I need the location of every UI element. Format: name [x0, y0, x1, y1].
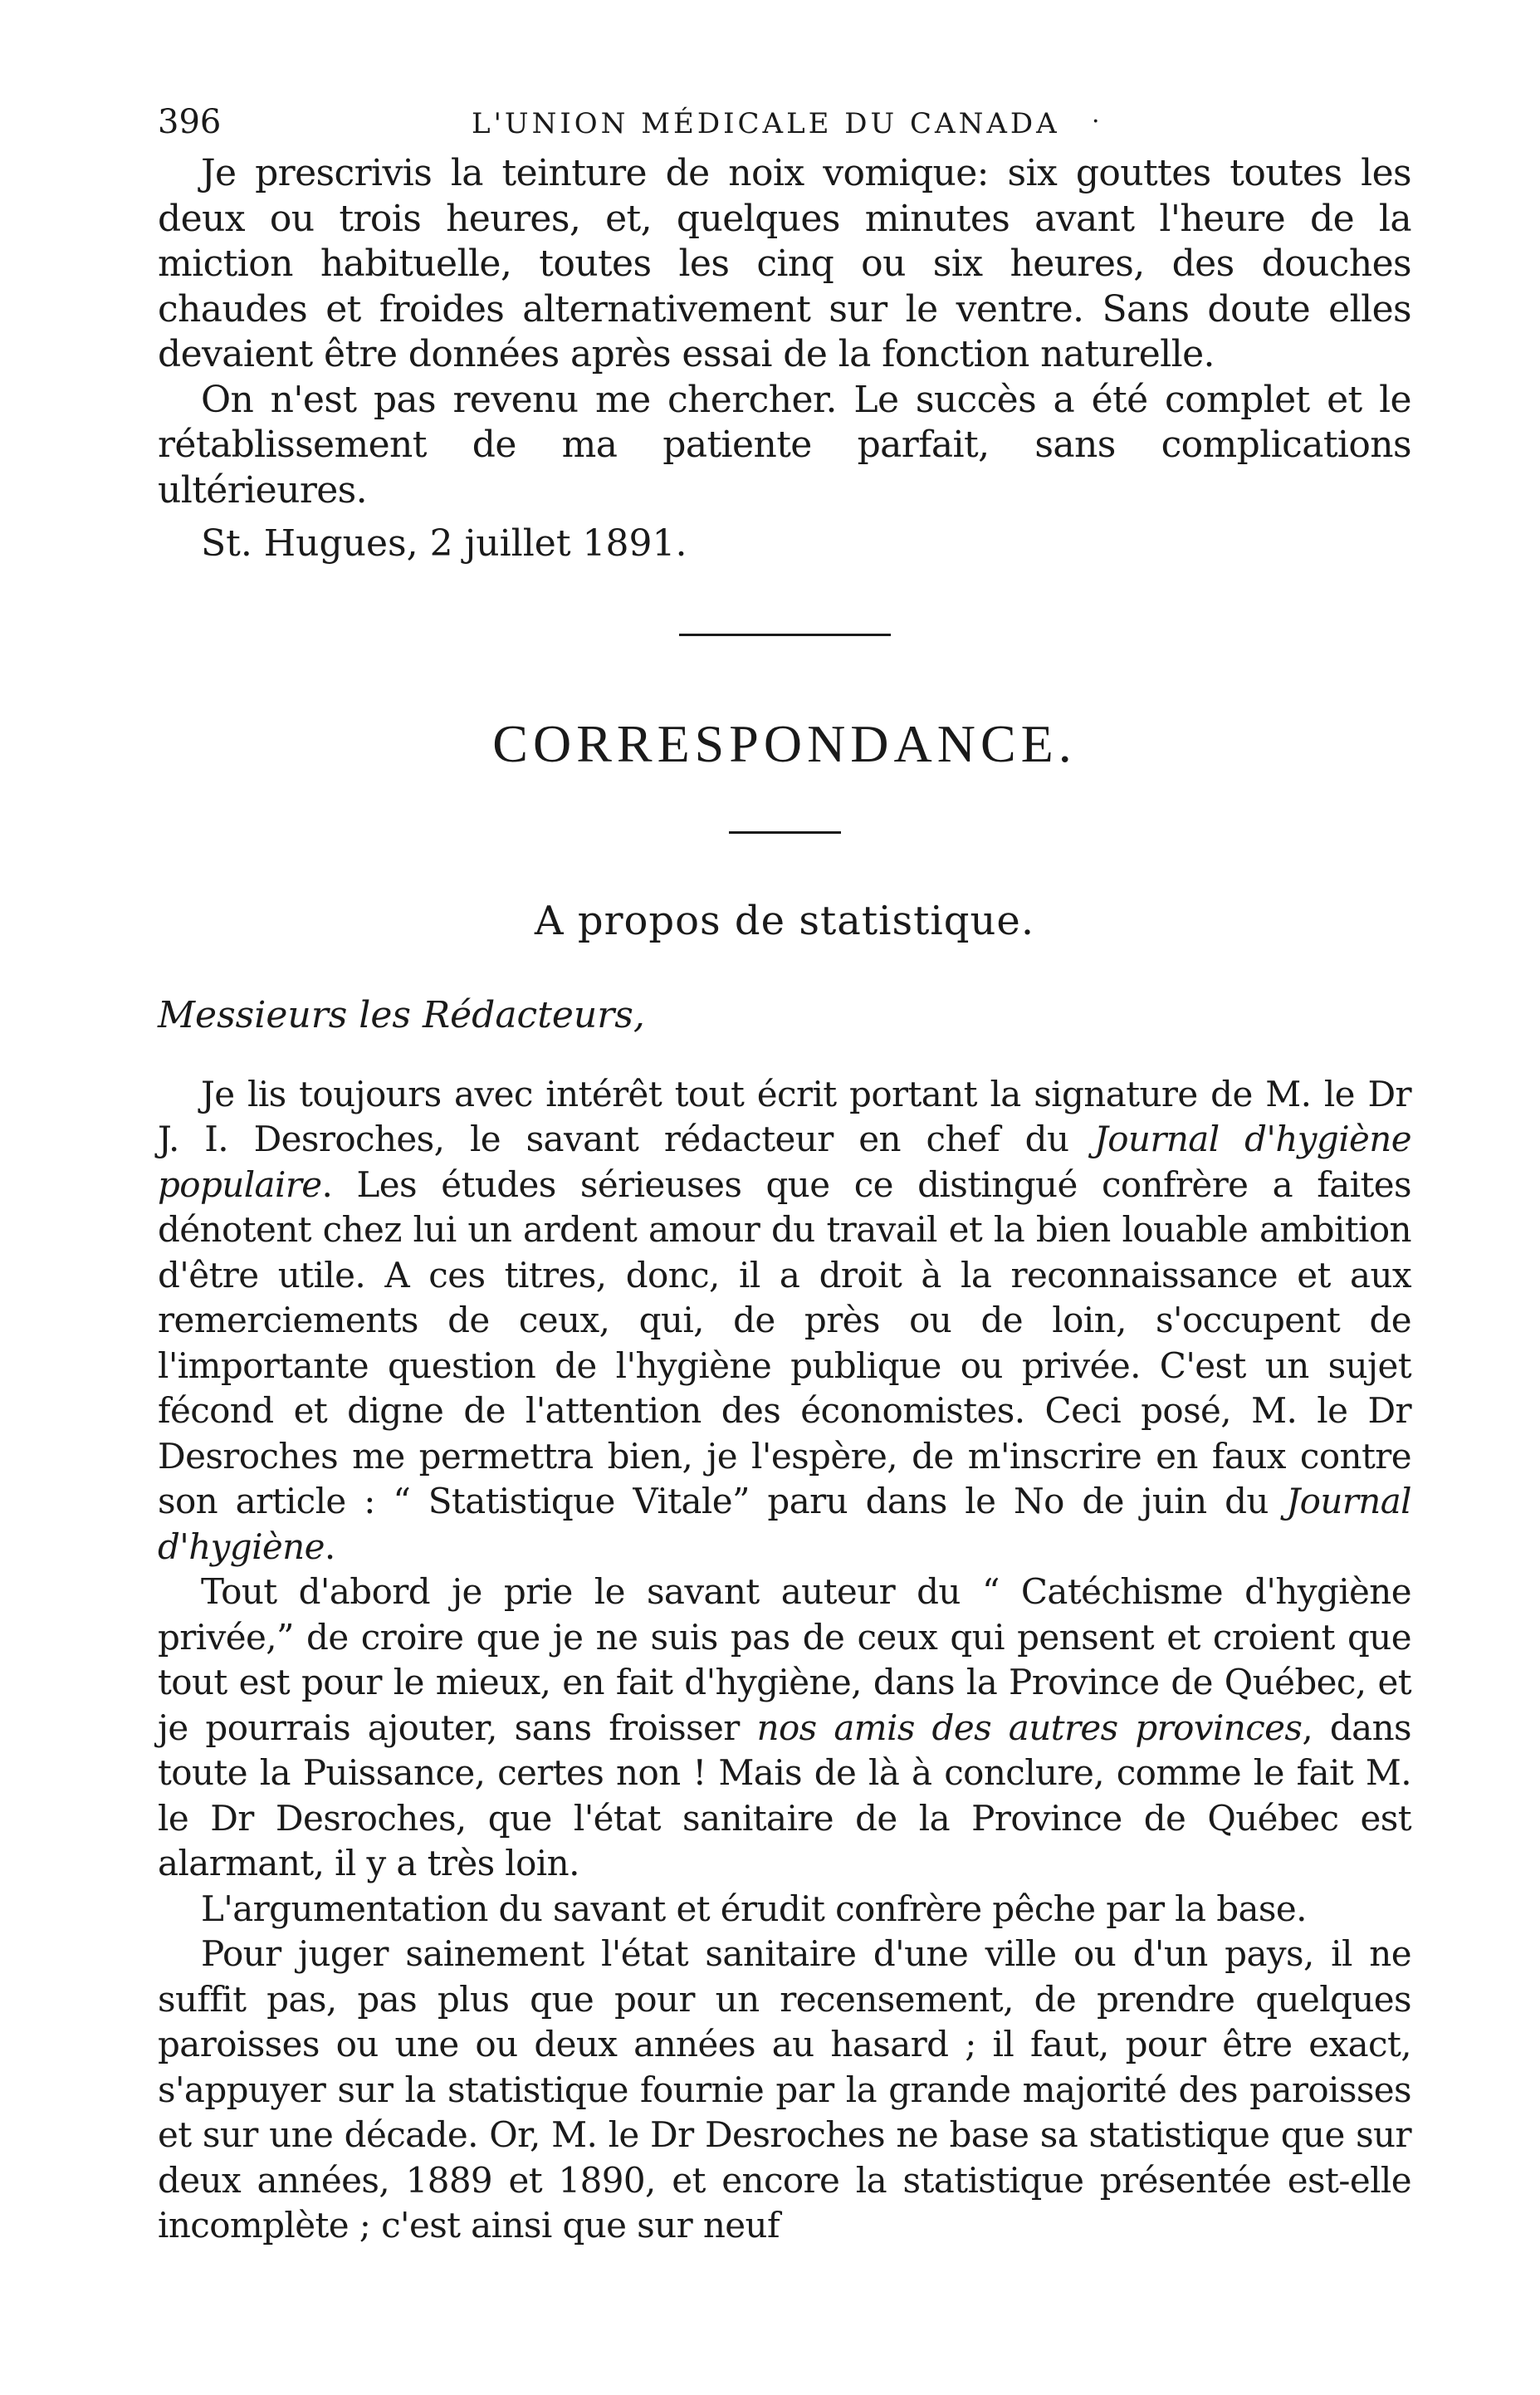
- section-title: CORRESPONDANCE.: [492, 713, 1077, 773]
- letter-p2-text-c: , dans toute la Puissance, certes non ! Mais de là à conclure, comme le fait M. le Dr Desroches, que l'état sanitaire de la Province de Québec est alarmant, il y a très loin.: [158, 1707, 1411, 1883]
- letter-paragraph-4: Pour juger sainement l'état sanitaire d'une ville ou d'un pays, il ne suffit pas, pas plus que pour un recensement, de prendre quelques paroisses ou une ou deux années au hasard ; il faut, pour être exact, s'appuyer sur la statistique fournie par la grande majorité des paroisses et sur une décade. Or, M. le Dr Desroches ne base sa statistique que sur deux années, 1889 et 1890, et encore la statistique présentée est-elle incomplète ; c'est ainsi que sur neuf: [158, 1933, 1411, 2246]
- salutation: Messieurs les Rédacteurs,: [158, 994, 645, 1036]
- header-dot: ·: [1092, 107, 1100, 136]
- article-subtitle: A propos de statistique.: [534, 897, 1035, 944]
- page-header: [158, 100, 1411, 149]
- letter-p1-text-e: .: [324, 1526, 335, 1567]
- letter-p1-text-c: . Les études sérieuses que ce distingué confrère a faites dénotent chez lui un ardent amour du travail et la bien louable ambition d'être utile. A ces titres, donc, il a droit à la reconnaissance et aux remerciements de ceux, qui, de près ou de loin, s'occupent de l'importante question de l'hygiène publique ou privée. C'est un sujet fécond et digne de l'attention des économistes. Ceci posé, M. le Dr Desroches me permettra bien, je l'espère, de m'inscrire en faux contre son article : “ Statistique Vitale” paru dans le No de juin du: [158, 1163, 1411, 1521]
- page-number: 396: [158, 103, 222, 141]
- emphasis-other-provinces: nos amis des autres provinces: [756, 1707, 1303, 1748]
- section-divider-top: [679, 634, 891, 636]
- intro-text: [158, 151, 1411, 567]
- signature-line: St. Hugues, 2 juillet 1891.: [201, 522, 687, 565]
- letter-p1-text-a: Je lis toujours avec intérêt tout écrit portant la signature de M. le Dr J. I. Desroches, le savant rédacteur en chef du: [158, 1073, 1411, 1159]
- letter-p2-text-a: Tout d'abord je prie le savant auteur du “ Catéchisme d'hygiène privée,” de croire que je ne suis pas de ceux qui pensent et croient que tout est pour le mieux, en fait d'hygiène, dans la Province de Québec, et je pourrais ajouter, sans froisser: [158, 1571, 1411, 1748]
- journal-title-short: Journal d'hygiène: [158, 1481, 1411, 1567]
- intro-paragraph-2: On n'est pas revenu me chercher. Le succès a été complet et le rétablissement de ma patiente parfait, sans complications ultérieures.: [158, 378, 1411, 512]
- running-head: L'UNION MÉDICALE DU CANADA: [472, 107, 1060, 140]
- letter-body: [158, 1072, 1411, 2249]
- journal-title-full: Journal d'hygiène populaire: [158, 1119, 1411, 1205]
- section-divider-bottom: [729, 831, 841, 834]
- page: [158, 100, 1411, 2249]
- intro-paragraph-1: Je prescrivis la teinture de noix vomique: six gouttes toutes les deux ou trois heures, et, quelques minutes avant l'heure de la miction habituelle, toutes les cinq ou six heures, des douches chaudes et froides alternativement sur le ventre. Sans doute elles devaient être données après essai de la fonction naturelle.: [158, 152, 1411, 375]
- letter-paragraph-2: [158, 1570, 1411, 1887]
- letter-paragraph-1: [158, 1072, 1411, 1570]
- letter-paragraph-3: L'argumentation du savant et érudit confrère pêche par la base.: [201, 1888, 1307, 1929]
